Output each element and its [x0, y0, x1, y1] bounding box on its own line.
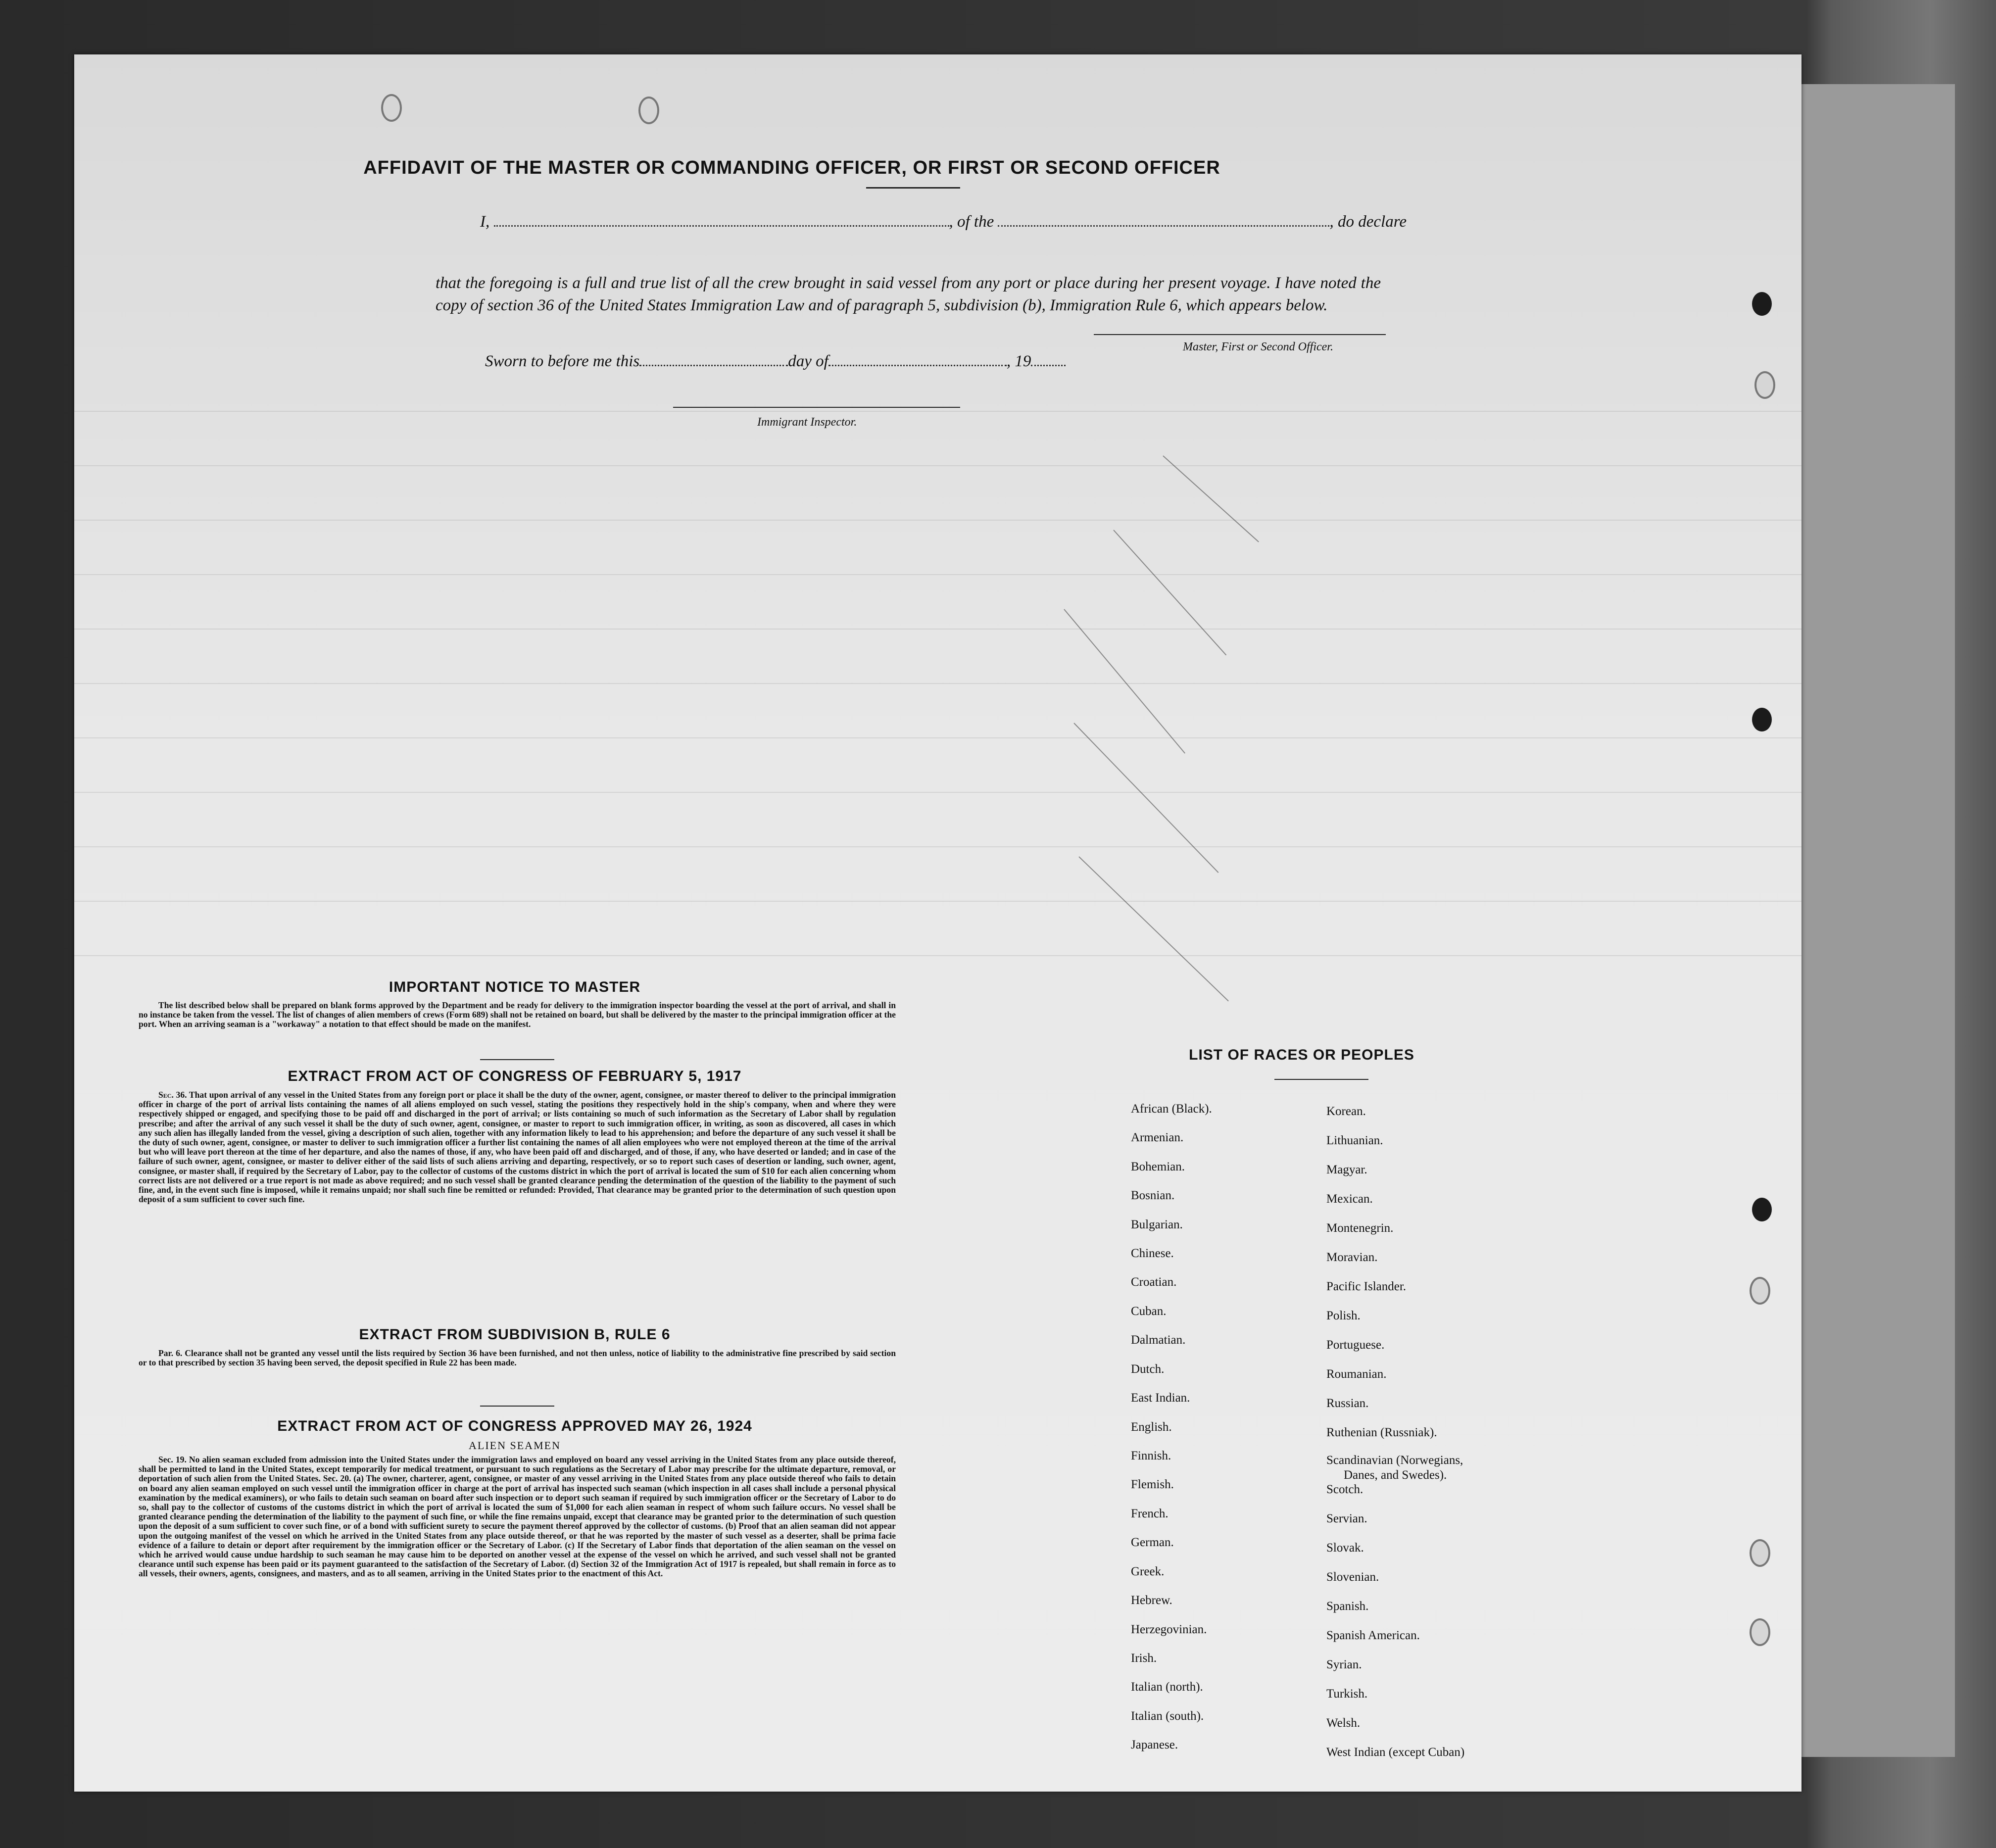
- manifest-reverse-page: [74, 54, 1801, 1792]
- bleed-through-line: [74, 520, 1801, 521]
- race-right-item: Ruthenian (Russniak).: [1326, 1426, 1437, 1439]
- affidavit-declaration-line: [480, 213, 1407, 231]
- bleed-through-line: [74, 901, 1801, 902]
- bleed-through-line: [74, 792, 1801, 793]
- race-left-item: German.: [1131, 1536, 1174, 1549]
- race-right-item: Pacific Islander.: [1326, 1280, 1407, 1293]
- extract-1924-subtitle: ALIEN SEAMEN: [469, 1439, 561, 1452]
- race-right-item: Russian.: [1326, 1397, 1369, 1410]
- race-right-item: Spanish American.: [1326, 1629, 1420, 1642]
- race-left-item: Croatian.: [1131, 1275, 1177, 1289]
- sworn-date-blank[interactable]: [639, 355, 788, 366]
- extract-1917-body: That upon arrival of any vessel in the United States from any foreign port or place it shall be the duty of the owner, agent, consignee, or master thereof to deliver to the principal immigration officer in charge of the port of arrival lists containing the names of all aliens employed on such vessel, stating the positions they respectively hold in the ship's company, when and where they were respectively shipped or engaged, and specifying those to be paid off and discharged in the port of arrival; or lists containing so much of such information as the Secretary of Labor shall by regulation prescribe; and after the arrival of any such vessel it shall be the duty of such owner, agent, consignee, or master to report to such immigration officer, in writing, as soon as discovered, all cases in which any such alien has illegally landed from the vessel, giving a description of such alien, together with any information likely to lead to his apprehension; and before the departure of any such vessel it shall be the duty of such owner, agent, consignee, or master to deliver to such immigration officer a further list containing the names of all alien employees who were not employed thereon at the time of the arrival but who will leave port thereon at the time of her departure, and also the names of those, if any, who have been paid off and discharged, and of those, if any, who have deserted or landed; and in case of the failure of such owner, agent, consignee, or master to deliver either of the said lists of such aliens arriving and departing, respectively, or so to report such cases of desertion or landing, such owner, agent, consignee, or master shall, if required by the Secretary of Labor, pay to the collector of customs of the customs district in which the port of arrival is located the sum of $10 for each alien concerning whom correct lists are not delivered or a true report is not made as above required; and no such vessel shall be granted clearance pending the determination of the question of the liability to the payment of such fine, and, in the event such fine is imposed, while it remains unpaid; nor shall such fine be remitted or refunded: Provided, That clearance may be granted prior to the determination of such question upon deposit of a sum sufficient to cover such fine.: [139, 1090, 896, 1205]
- extract-1924-title: EXTRACT FROM ACT OF CONGRESS APPROVED MAY 26, 1924: [277, 1418, 752, 1434]
- bleed-through-line: [74, 411, 1801, 412]
- sworn-month-blank[interactable]: [828, 355, 1007, 366]
- pencil-scrawl: [1163, 455, 1259, 542]
- race-left-item: Dutch.: [1131, 1362, 1165, 1376]
- sworn-line: [485, 352, 1066, 371]
- punch-hole: [1754, 371, 1775, 399]
- subdivision-text: Par. 6. Clearance shall not be granted any vessel until the lists required by Section 36 have been furnished, and not then unless, notice of liability to the administrative fine prescribed by said section or to that prescribed by section 35 having been served, the deposit specified in Rule 22 has been made.: [139, 1348, 896, 1368]
- pencil-scrawl: [1073, 723, 1218, 873]
- inspector-signature-caption: Immigrant Inspector.: [757, 416, 857, 429]
- bleed-through-line: [74, 683, 1801, 684]
- race-right-item: Scandinavian (Norwegians,: [1326, 1454, 1463, 1467]
- race-left-item: Bohemian.: [1131, 1160, 1185, 1173]
- extract-1917-section-label: Sec. 36.: [158, 1090, 187, 1100]
- race-left-item: Greek.: [1131, 1565, 1165, 1578]
- subdivision-title: EXTRACT FROM SUBDIVISION B, RULE 6: [359, 1326, 671, 1343]
- race-right-item: Korean.: [1326, 1105, 1366, 1118]
- race-left-item: Dalmatian.: [1131, 1333, 1186, 1347]
- race-right-item: Magyar.: [1326, 1163, 1367, 1176]
- race-right-item: Lithuanian.: [1326, 1134, 1383, 1147]
- race-right-item: Servian.: [1326, 1512, 1367, 1525]
- extract-1924-text: Sec. 19. No alien seaman excluded from admission into the United States under the immigration laws and employed on board any vessel arriving in the United States from any place outside thereof, shall be permitted to land in the United States, except temporarily for medical treatment, or pursuant to such regulations as the Secretary of Labor may prescribe for the ultimate departure, removal, or deportation of such alien from the United States. Sec. 20. (a) The owner, charterer, agent, consignee, or master of any vessel arriving in the United States from any place outside thereof who fails to detain on board any alien seaman employed on such vessel until the immigration officer in charge at the port of arrival has inspected such seaman (which inspection in all cases shall include a personal physical examination by the medical examiners), or who fails to detain such seaman on board after such inspection or to deport such seaman if required by such immigration officer or the Secretary of Labor to do so, shall pay to the collector of customs of the customs district in which the port of arrival is located the sum of $1,000 for each alien seaman in respect of whom such failure occurs. No vessel shall be granted clearance pending the determination of the liability to the payment of such fine, or while the fine remains unpaid, except that clearance may be granted prior to the determination of such question upon the deposit of a sum sufficient to cover such fine, or of a bond with sufficient surety to secure the payment thereof approved by the collector of customs. (b) Proof that an alien seaman did not appear upon the outgoing manifest of the vessel on which he arrived in the United States from any place outside thereof, or that he was reported by the master of such vessel as a deserter, shall be prima facie evidence of a failure to detain or deport after requirement by the immigration officer or the Secretary of Labor. (c) If the Secretary of Labor finds that deportation of the alien seaman on the vessel on which he arrived would cause undue hardship to such seaman he may cause him to be deported on another vessel at the expense of the vessel on which he arrived, and such vessel shall not be granted clearance until such expense has been paid or its payment guaranteed to the satisfaction of the Secretary of Labor. (d) Section 32 of the Immigration Act of 1917 is repealed, but shall remain in force as to all vessels, their owners, agents, consignees, and masters, and as to all seamen, arriving in the United States prior to the enactment of this Act.: [139, 1455, 896, 1579]
- race-left-item: Herzegovinian.: [1131, 1623, 1207, 1636]
- pencil-scrawl: [1113, 530, 1226, 655]
- master-signature-caption: Master, First or Second Officer.: [1183, 340, 1333, 353]
- race-left-item: English.: [1131, 1420, 1172, 1434]
- race-right-item: Mexican.: [1326, 1192, 1373, 1206]
- punch-hole: [1750, 1277, 1770, 1305]
- affidavit-paragraph: that the foregoing is a full and true list of all the crew brought in said vessel from any port or place during her present voyage. I have noted the copy of section 36 of the United States Immigration Law and of paragraph 5, subdivision (b), Immigration Rule 6, which appears below.: [436, 274, 1381, 314]
- race-left-item: Bosnian.: [1131, 1189, 1175, 1202]
- extract-1917-title: EXTRACT FROM ACT OF CONGRESS OF FEBRUARY 5, 1917: [288, 1068, 742, 1084]
- races-title: LIST OF RACES OR PEOPLES: [1189, 1047, 1414, 1063]
- race-left-item: Flemish.: [1131, 1478, 1174, 1491]
- affidavit-do-declare-label: , do declare: [1329, 213, 1407, 231]
- races-divider: [1274, 1079, 1368, 1080]
- bleed-through-line: [74, 574, 1801, 575]
- race-right-item: Welsh.: [1326, 1716, 1361, 1730]
- bleed-through-line: [74, 846, 1801, 847]
- race-right-item: West Indian (except Cuban): [1326, 1746, 1465, 1759]
- title-divider: [866, 187, 960, 189]
- master-signature-line[interactable]: [1094, 334, 1386, 335]
- race-right-item: Spanish.: [1326, 1600, 1369, 1613]
- punch-hole: [1752, 1198, 1772, 1221]
- sworn-year-label: , 19: [1006, 352, 1031, 370]
- race-right-item: Polish.: [1326, 1309, 1361, 1322]
- race-left-item: Hebrew.: [1131, 1594, 1172, 1607]
- race-right-item: Slovenian.: [1326, 1570, 1379, 1584]
- notice-text: The list described below shall be prepared on blank forms approved by the Department and be ready for delivery to the immigration inspector boarding the vessel at the port of arrival, and shall in no instance be taken from the vessel. The list of changes of alien members of crews (Form 689) shall not be retained on board, but shall be delivered by the master to the principal immigration officer at the port. When an arriving seaman is a "workaway" a notation to that effect should be made on the manifest.: [139, 1000, 896, 1029]
- race-right-item: Syrian.: [1326, 1658, 1362, 1671]
- sworn-day-label: day of: [788, 352, 828, 370]
- race-left-item: Cuban.: [1131, 1305, 1167, 1318]
- pencil-scrawl: [1078, 856, 1229, 1001]
- race-left-item: Japanese.: [1131, 1738, 1178, 1751]
- race-right-item: Scotch.: [1326, 1483, 1363, 1496]
- sworn-prefix: Sworn to before me this: [485, 352, 640, 370]
- vessel-blank[interactable]: [998, 215, 1329, 227]
- affidavit-i-label: I,: [480, 213, 490, 231]
- section-divider: [480, 1059, 554, 1060]
- race-left-item: Armenian.: [1131, 1131, 1184, 1144]
- race-left-item: Bulgarian.: [1131, 1218, 1183, 1231]
- race-right-item: Moravian.: [1326, 1251, 1378, 1264]
- affidavit-title: AFFIDAVIT OF THE MASTER OR COMMANDING OFFICER, OR FIRST OR SECOND OFFICER: [363, 157, 1220, 178]
- punch-hole: [638, 97, 659, 124]
- sworn-year-blank[interactable]: [1031, 355, 1066, 366]
- bleed-through-line: [74, 737, 1801, 738]
- race-left-item: Italian (south).: [1131, 1709, 1204, 1723]
- race-right-item: Montenegrin.: [1326, 1221, 1394, 1235]
- affidavit-of-the-label: , of the: [949, 213, 994, 231]
- race-left-item: Finnish.: [1131, 1449, 1171, 1462]
- race-right-item: Danes, and Swedes).: [1344, 1468, 1447, 1482]
- bleed-through-line: [74, 955, 1801, 956]
- race-left-item: Irish.: [1131, 1652, 1157, 1665]
- section-divider: [480, 1406, 554, 1407]
- punch-hole: [381, 94, 402, 122]
- race-right-item: Turkish.: [1326, 1687, 1368, 1701]
- race-left-item: Italian (north).: [1131, 1680, 1203, 1694]
- punch-hole: [1752, 708, 1772, 731]
- race-left-item: African (Black).: [1131, 1102, 1212, 1116]
- bleed-through-line: [74, 629, 1801, 630]
- bleed-through-line: [74, 465, 1801, 466]
- punch-hole: [1752, 292, 1772, 316]
- race-left-item: East Indian.: [1131, 1391, 1190, 1405]
- race-right-item: Roumanian.: [1326, 1367, 1387, 1381]
- race-right-item: Slovak.: [1326, 1541, 1364, 1555]
- race-left-item: French.: [1131, 1507, 1168, 1520]
- punch-hole: [1750, 1618, 1770, 1646]
- inspector-signature-line[interactable]: [673, 407, 960, 408]
- extract-1917-text: [139, 1090, 896, 1204]
- name-blank[interactable]: [494, 215, 949, 227]
- punch-hole: [1750, 1539, 1770, 1567]
- notice-title: IMPORTANT NOTICE TO MASTER: [389, 979, 641, 995]
- race-right-item: Portuguese.: [1326, 1338, 1385, 1352]
- race-left-item: Chinese.: [1131, 1247, 1174, 1260]
